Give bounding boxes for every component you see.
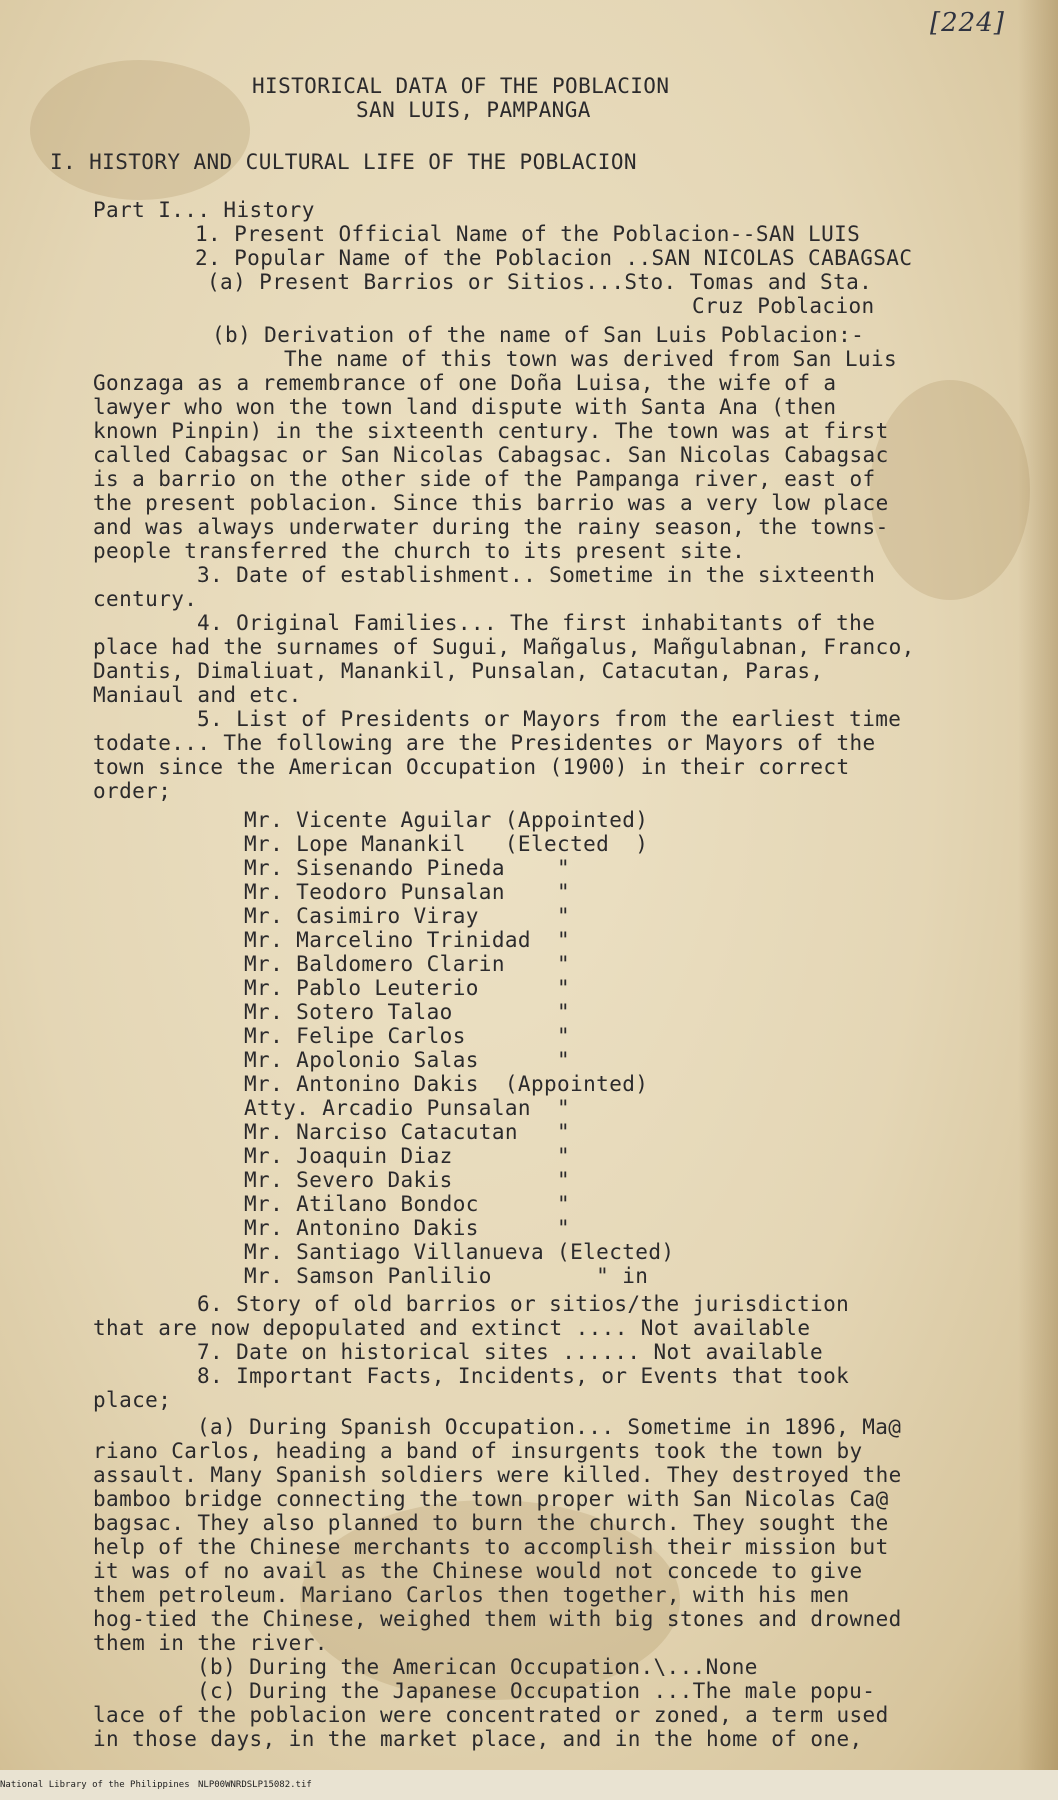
mayor-list-item: Mr. Samson Panlilio " in [244, 1264, 649, 1288]
text-line: town since the American Occupation (1900) in their correct [93, 755, 850, 779]
text-line: place; [93, 1388, 172, 1412]
text-line: called Cabagsac or San Nicolas Cabagsac. San Nicolas Cabagsac [93, 443, 889, 467]
scan-footer [0, 1770, 1058, 1800]
mayor-list-item: Mr. Antonino Dakis (Appointed) [244, 1072, 649, 1096]
text-line: lawyer who won the town land dispute with Santa Ana (then [93, 395, 837, 419]
text-line: todate... The following are the Presidentes or Mayors of the [93, 731, 876, 755]
footer-library-name: National Library of the Philippines [0, 1780, 190, 1790]
text-line: bamboo bridge connecting the town proper with San Nicolas Ca@ [93, 1487, 889, 1511]
text-line: known Pinpin) in the sixteenth century. The town was at first [93, 419, 889, 443]
text-line: is a barrio on the other side of the Pampanga river, east of [93, 467, 876, 491]
mayor-list-item: Mr. Teodoro Punsalan " [244, 880, 571, 904]
mayor-list-item: Mr. Baldomero Clarin " [244, 952, 571, 976]
text-line: them petroleum. Mariano Carlos then together, with his men [93, 1583, 850, 1607]
text-line: people transferred the church to its present site. [93, 539, 746, 563]
mayor-list-item: Mr. Antonino Dakis " [244, 1216, 571, 1240]
mayor-list-item: Mr. Marcelino Trinidad " [244, 928, 571, 952]
text-line: 6. Story of old barrios or sitios/the jurisdiction [197, 1292, 850, 1316]
text-line: that are now depopulated and extinct .... Not available [93, 1316, 811, 1340]
text-line: the present poblacion. Since this barrio was a very low place [93, 491, 889, 515]
text-line: 3. Date of establishment.. Sometime in the sixteenth [197, 563, 876, 587]
text-line: 2. Popular Name of the Poblacion ..SAN NICOLAS CABAGSAC [195, 246, 913, 270]
mayor-list-item: Mr. Lope Manankil (Elected ) [244, 832, 649, 856]
mayor-list-item: Mr. Santiago Villanueva (Elected) [244, 1240, 675, 1264]
text-line: 1. Present Official Name of the Poblacion--SAN LUIS [195, 222, 861, 246]
text-line: (a) Present Barrios or Sitios...Sto. Tomas and Sta. [207, 270, 873, 294]
part-heading: Part I... History [93, 198, 315, 222]
mayor-list-item: Mr. Severo Dakis " [244, 1168, 571, 1192]
text-line: Gonzaga as a remembrance of one Doña Luisa, the wife of a [93, 371, 837, 395]
text-line: 7. Date on historical sites ...... Not available [197, 1340, 824, 1364]
footer-file-name: NLP00WNRDSLP15082.tif [198, 1780, 312, 1790]
mayor-list-item: Mr. Atilano Bondoc " [244, 1192, 571, 1216]
catalog-number: [224] [930, 8, 1005, 38]
text-line: in those days, in the market place, and in the home of one, [93, 1727, 863, 1751]
mayor-list-item: Mr. Apolonio Salas " [244, 1048, 571, 1072]
text-line: assault. Many Spanish soldiers were killed. They destroyed the [93, 1463, 902, 1487]
text-line: century. [93, 587, 198, 611]
text-line: them in the river. [93, 1631, 328, 1655]
doc-title: HISTORICAL DATA OF THE POBLACION [252, 74, 670, 98]
page-stain [870, 380, 1030, 600]
text-line: (b) Derivation of the name of San Luis Poblacion:- [212, 323, 865, 347]
text-line: 4. Original Families... The first inhabitants of the [197, 611, 876, 635]
page-stain [30, 60, 250, 200]
mayor-list-item: Mr. Joaquin Diaz " [244, 1144, 571, 1168]
text-line: lace of the poblacion were concentrated or zoned, a term used [93, 1703, 889, 1727]
text-line: 8. Important Facts, Incidents, or Events that took [197, 1364, 850, 1388]
mayor-list-item: Mr. Felipe Carlos " [244, 1024, 571, 1048]
mayor-list-item: Mr. Sotero Talao " [244, 1000, 571, 1024]
text-line: help of the Chinese merchants to accomplish their mission but [93, 1535, 889, 1559]
mayor-list-item: Mr. Casimiro Viray " [244, 904, 571, 928]
text-line: hog-tied the Chinese, weighed them with big stones and drowned [93, 1607, 902, 1631]
text-line: (c) During the Japanese Occupation ...The male popu- [197, 1679, 876, 1703]
mayor-list-item: Mr. Narciso Catacutan " [244, 1120, 571, 1144]
text-line: Maniaul and etc. [93, 683, 302, 707]
doc-subtitle: SAN LUIS, PAMPANGA [356, 98, 591, 122]
text-line: order; [93, 779, 172, 803]
mayor-list-item: Mr. Pablo Leuterio " [244, 976, 571, 1000]
text-line: it was of no avail as the Chinese would not concede to give [93, 1559, 863, 1583]
text-line: Dantis, Dimaliuat, Manankil, Punsalan, Catacutan, Paras, [93, 659, 824, 683]
text-line: riano Carlos, heading a band of insurgents took the town by [93, 1439, 863, 1463]
text-line: Cruz Poblacion [692, 294, 875, 318]
text-line: (a) During Spanish Occupation... Sometime in 1896, Ma@ [197, 1415, 902, 1439]
text-line: bagsac. They also planned to burn the church. They sought the [93, 1511, 889, 1535]
text-line: (b) During the American Occupation.\...None [197, 1655, 758, 1679]
mayor-list-item: Mr. Vicente Aguilar (Appointed) [244, 808, 649, 832]
text-line: and was always underwater during the rainy season, the towns- [93, 515, 889, 539]
page-edge-shadow [1018, 0, 1058, 1770]
section-heading: I. HISTORY AND CULTURAL LIFE OF THE POBLACION [50, 150, 637, 174]
text-line: place had the surnames of Sugui, Mañgalus, Mañgulabnan, Franco, [93, 635, 915, 659]
text-line: The name of this town was derived from San Luis [284, 347, 898, 371]
text-line: 5. List of Presidents or Mayors from the earliest time [197, 707, 902, 731]
mayor-list-item: Mr. Sisenando Pineda " [244, 856, 571, 880]
mayor-list-item: Atty. Arcadio Punsalan " [244, 1096, 571, 1120]
